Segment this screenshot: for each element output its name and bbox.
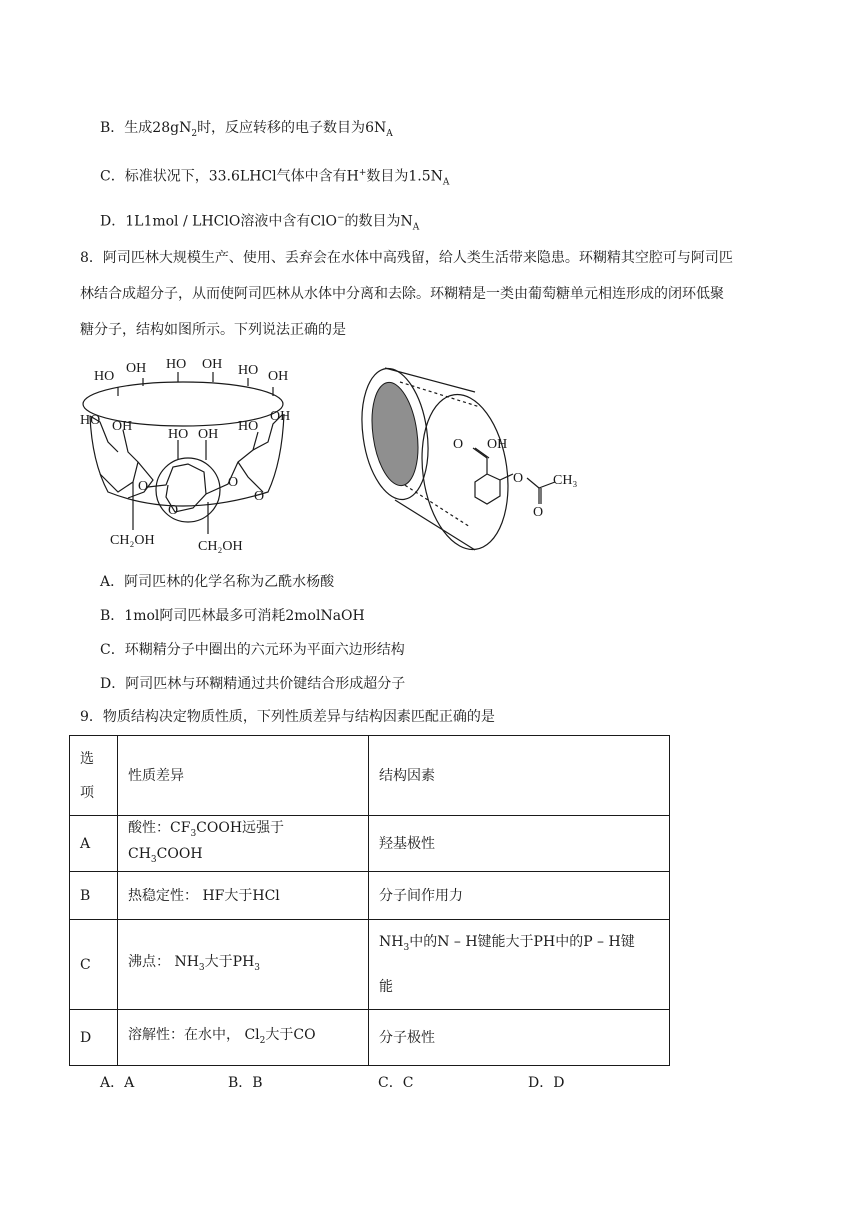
label-oh-6: OH (270, 409, 291, 424)
label-ch2oh-2: CH₂OH (198, 539, 243, 554)
q9-answer-a: A．A (100, 1075, 135, 1091)
q9-answer-d: D．D (528, 1075, 565, 1091)
q8-option-d: D．阿司匹林与环糊精通过共价键结合形成超分子 (100, 676, 406, 692)
row-c-property: 沸点： $NH_3$大于$PH_3$ (118, 920, 369, 1010)
label-oh-2: OH (202, 357, 223, 372)
q8-option-a: A．阿司匹林的化学名称为乙酰水杨酸 (100, 574, 335, 590)
label-ch2oh-1: CH₂OH (110, 533, 155, 548)
q9-answer-b: B．B (228, 1075, 263, 1091)
label-oh-3: OH (268, 369, 289, 384)
header-option: 选 项 (70, 736, 118, 816)
q9-answer-c: C．C (378, 1075, 414, 1091)
row-a-property: 酸性：$CF_3COOH$远强于$CH_3COOH$ (118, 816, 369, 872)
row-d-label: D (70, 1010, 118, 1066)
row-b-factor: 分子间作用力 (369, 872, 670, 920)
label-ho-3: HO (238, 363, 259, 378)
table-header-row (70, 736, 670, 816)
table-row-a (70, 816, 670, 872)
label-ho-1: HO (94, 369, 115, 384)
q8-option-c: C．环糊精分子中圈出的六元环为平面六边形结构 (100, 642, 405, 658)
label-ch3: CH₃ (553, 473, 578, 488)
label-carbonyl-o: O (453, 437, 464, 452)
q8-stem-line2: 林结合成超分子，从而使阿司匹林从水体中分离和去除。环糊精是一类由葡萄糖单元相连形成的闭环低聚 (80, 286, 724, 302)
cyclodextrin-structure-figure (78, 352, 303, 557)
row-b-label: B (70, 872, 118, 920)
label-o-4: O (254, 489, 265, 504)
q8-stem-line1: 8．阿司匹林大规模生产、使用、丢弃会在水体中高残留，给人类生活带来隐患。环糊精其空腔可与阿司匹 (80, 250, 733, 266)
label-ho-6: HO (238, 419, 259, 434)
q7-option-b: B．生成$28gN_2$时，反应转移的电子数目为$6N_A$ (100, 120, 393, 139)
row-d-factor: 分子极性 (369, 1010, 670, 1066)
label-ho-5: HO (168, 427, 189, 442)
label-oh-1: OH (126, 361, 147, 376)
label-ho-2: HO (166, 357, 187, 372)
label-acid-oh: OH (487, 437, 508, 452)
q7-option-c: C．标准状况下，33.6LHCl气体中含有H+数目为$1.5N_A$ (100, 168, 450, 188)
table-row-d (70, 1010, 670, 1066)
label-o-1: O (138, 479, 149, 494)
q9-stem: 9．物质结构决定物质性质，下列性质差异与结构因素匹配正确的是 (80, 709, 495, 725)
label-o-2: O (168, 503, 179, 518)
label-oh-4: OH (112, 419, 133, 434)
q8-stem-line3: 糖分子，结构如图所示。下列说法正确的是 (80, 322, 346, 338)
row-a-label: A (70, 816, 118, 872)
row-c-factor: $NH_3$中的N – H键能大于PH中的P – H键 能 (369, 920, 670, 1010)
host-guest-complex-figure (355, 352, 585, 557)
row-d-property: 溶解性：在水中， $Cl_2$大于CO (118, 1010, 369, 1066)
cavity-shading (366, 379, 424, 488)
label-acetyl-o: O (533, 505, 544, 520)
label-o-3: O (228, 475, 239, 490)
label-ho-4: HO (80, 413, 101, 428)
table-row-b (70, 872, 670, 920)
row-a-factor: 羟基极性 (369, 816, 670, 872)
q7-option-d: D．1L1mol / LHClO溶液中含有ClO−的数目为$N_A$ (100, 213, 420, 233)
header-property: 性质差异 (118, 736, 369, 816)
label-ester-o: O (513, 471, 524, 486)
row-b-property: 热稳定性： HF大于HCl (118, 872, 369, 920)
header-factor: 结构因素 (369, 736, 670, 816)
q8-option-b: B．1mol阿司匹林最多可消耗2molNaOH (100, 608, 365, 624)
row-c-label: C (70, 920, 118, 1010)
label-oh-5: OH (198, 427, 219, 442)
table-row-c (70, 920, 670, 1010)
q9-table (69, 735, 670, 1066)
